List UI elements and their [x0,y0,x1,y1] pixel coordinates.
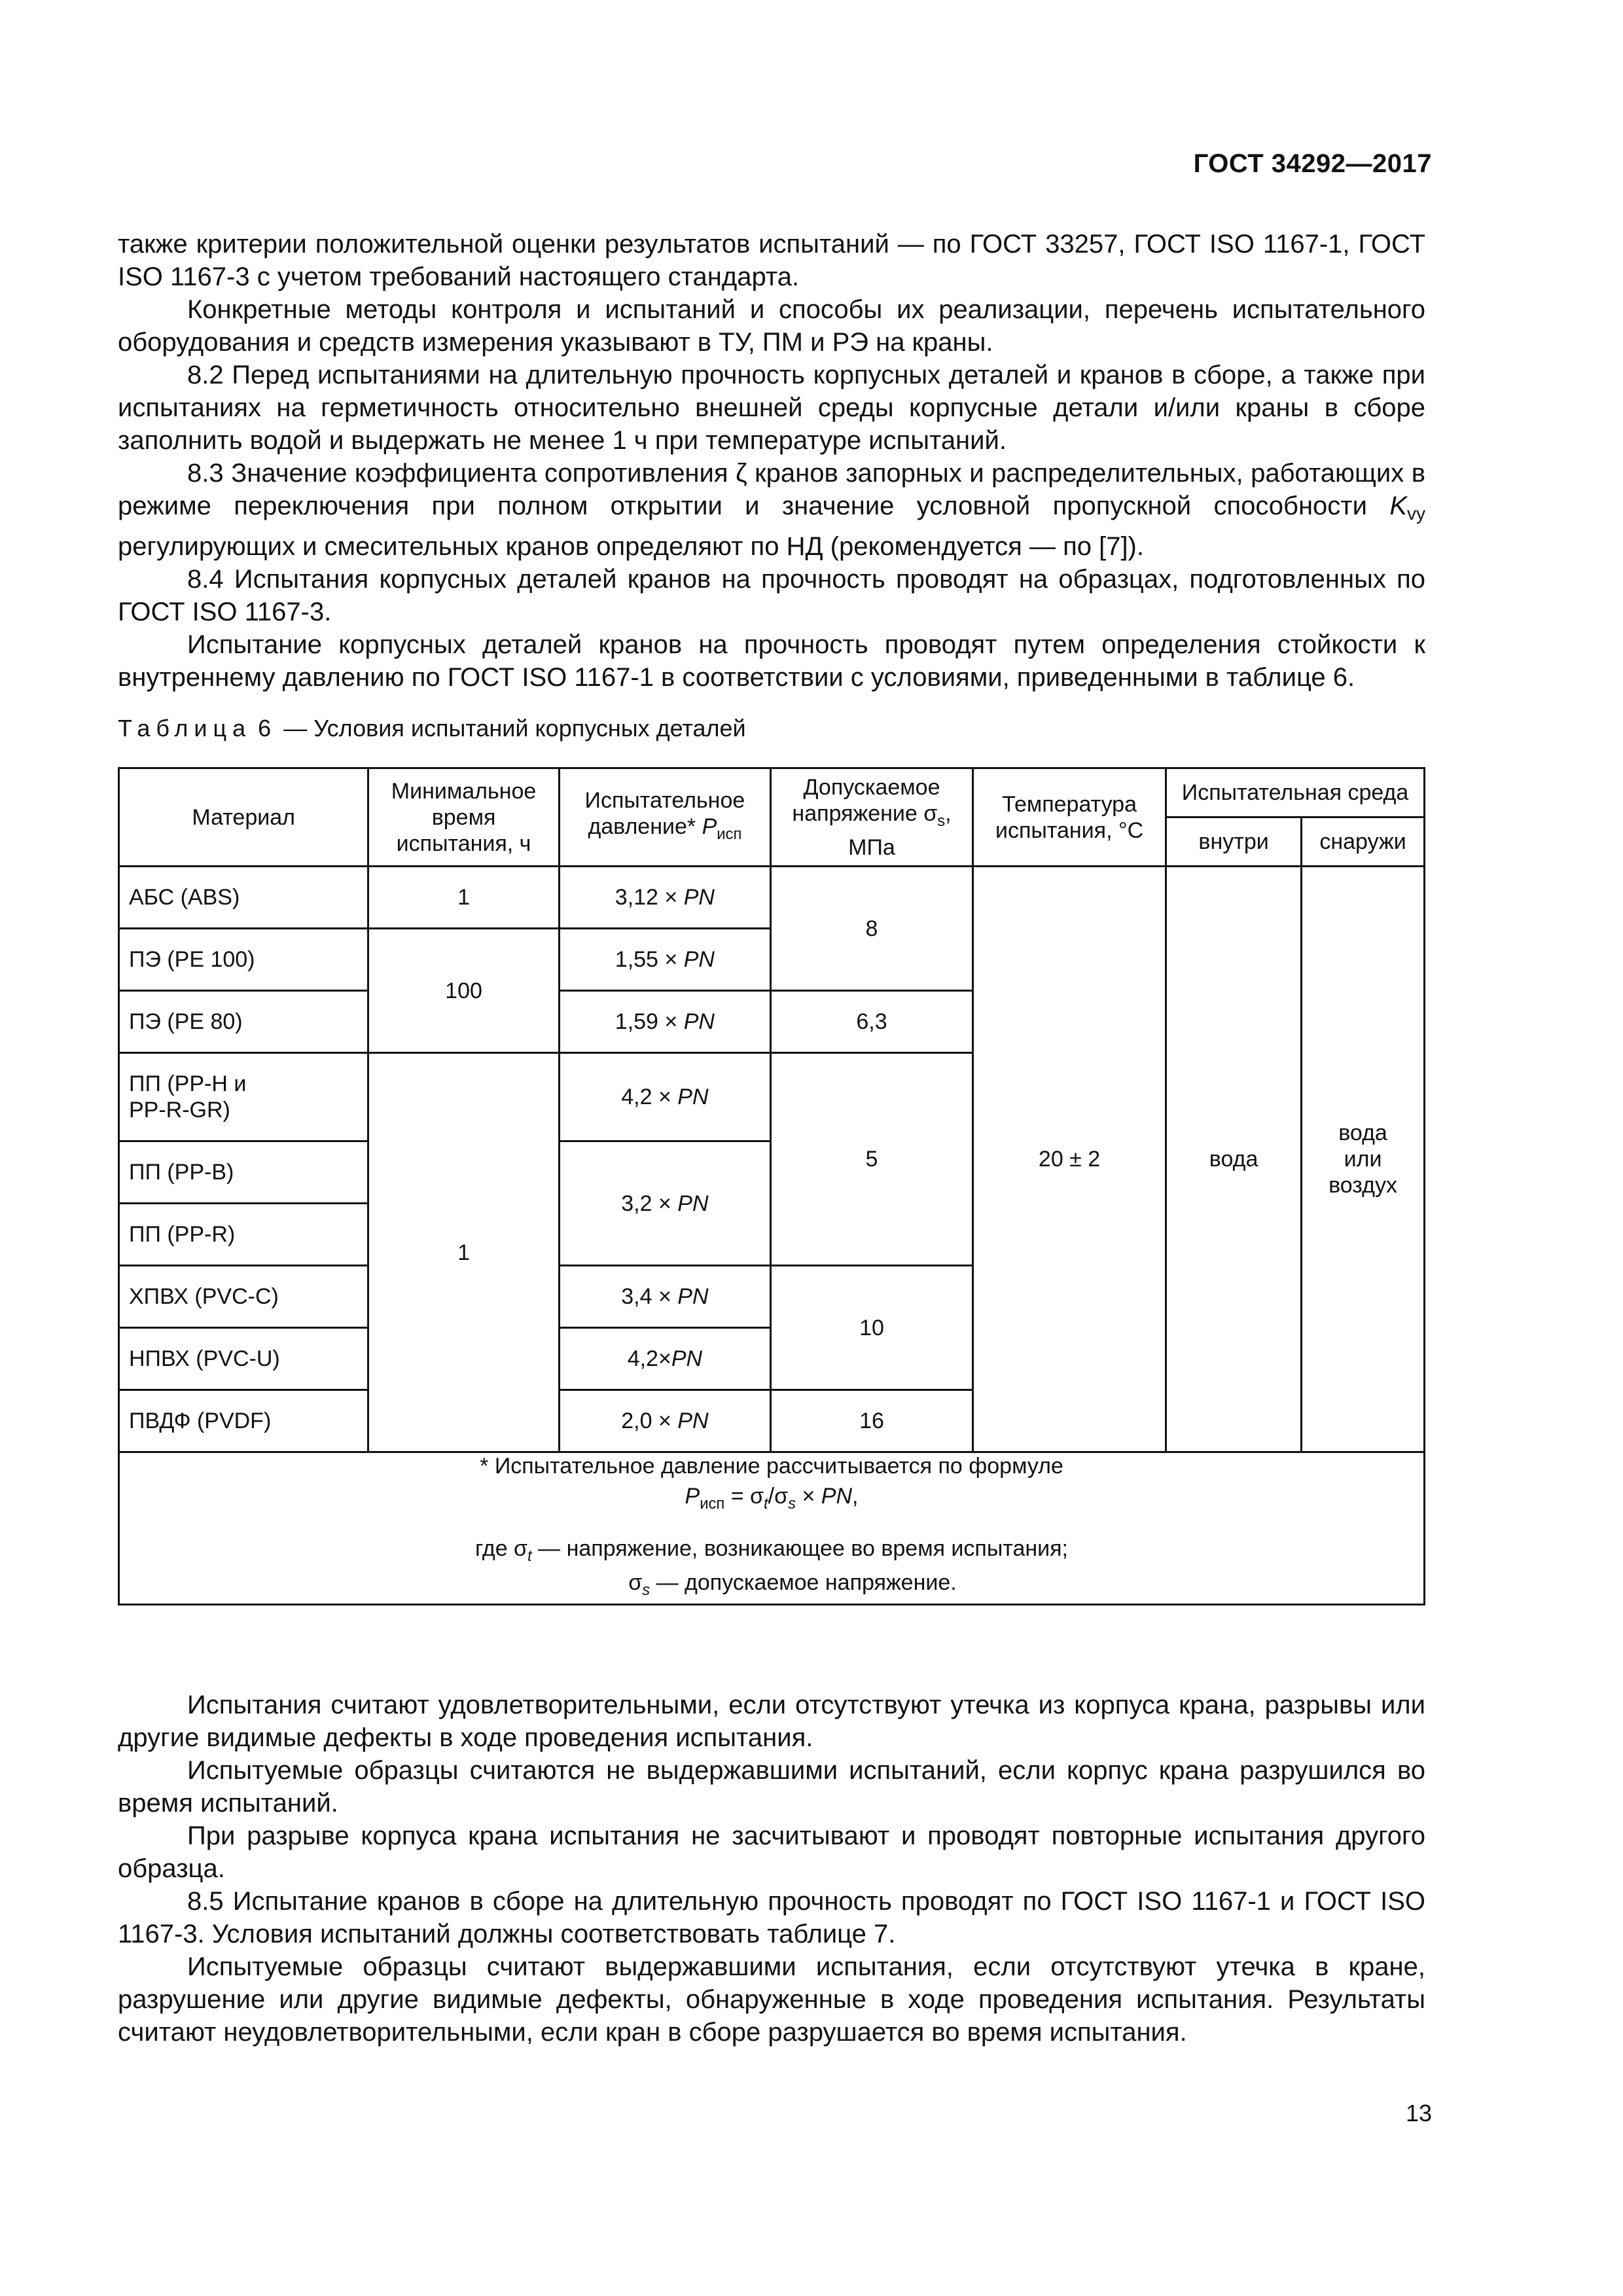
header-material: Материал [119,768,368,867]
cell-material: ХПВХ (PVC-C) [119,1266,368,1328]
page-number: 13 [1405,2100,1432,2126]
where-s-text: — допускаемое напряжение. [650,1570,957,1595]
paragraph: 8.2 Перед испытаниями на длительную прочность корпусных деталей и кранов в сборе, а также при испытаниях на герметичность относительно внешней среды корпусные детали и/или краны в сборе заполнить водой и выдержать не менее 1 ч при температуре испытаний. [118,361,1425,455]
paragraph: При разрыве корпуса крана испытания не засчитывают и проводят повторные испытания другого образца. [118,1821,1425,1883]
cell-stress: 5 [771,1053,973,1266]
pressure-subscript: исп [717,825,742,843]
cell-time: 100 [368,929,559,1053]
caption-word: Таблица [118,715,252,742]
standard-header: ГОСТ 34292—2017 [1193,149,1432,178]
cell-pressure [559,1053,770,1141]
kvy-subscript: vy [1407,503,1425,524]
where-t-text: — напряжение, возникающее во время испытания; [531,1536,1068,1561]
pn: PN [683,885,715,910]
pn: PN [671,1346,703,1371]
footnote-intro: * Испытательное давление рассчитывается по формуле [480,1454,1063,1479]
pressure-num: 1,59 × [615,1009,678,1034]
paragraph: Испытуемые образцы считаются не выдержавшими испытаний, если корпус крана разрушился во время испытаний. [118,1756,1425,1818]
cell-pressure [559,867,770,929]
table-footnote-row [119,1452,1425,1605]
pressure-num: 3,4 × [621,1284,671,1309]
header-pressure [559,768,770,867]
cell-material: ПП (PP-R) [119,1204,368,1266]
where-t-sub: t [527,1547,532,1565]
formula-end: , [852,1484,859,1509]
paragraph: Испытания считают удовлетворительными, если отсутствуют утечка из корпуса крана, разрывы или другие видимые дефекты в ходе проведения испытания. [118,1691,1425,1752]
pressure-num: 1,55 × [615,947,678,972]
cell-inside: вода [1166,867,1302,1452]
conditions-table [118,767,1425,1605]
paragraph: Испытание корпусных деталей кранов на прочность проводят путем определения стойкости к внутреннему давлению по ГОСТ ISO 1167-1 в соответствии с условиями, приведенными в таблице 6. [118,630,1425,692]
cell-material: ПЭ (PE 80) [119,991,368,1053]
formula-slash: /σ [768,1484,789,1509]
footnote-formula [129,1483,1414,1517]
paragraph-8-3 [118,457,1425,563]
where-s-sub: s [642,1581,651,1599]
body-text-top [118,228,1425,694]
cell-time: 1 [368,867,559,929]
body-text-bottom [118,1689,1425,2049]
cell-material: ПП (PP-B) [119,1141,368,1204]
cell-stress: 6,3 [771,991,973,1053]
stress-subscript: s [937,812,946,830]
cell-pressure [559,1141,770,1266]
header-stress-unit: , МПа [848,800,952,860]
paragraph: также критерии положительной оценки результатов испытаний — по ГОСТ 33257, ГОСТ ISO 1167-1, ГОСТ ISO 1167-3 с учетом требований настоящего стандарта. [118,230,1425,291]
cell-material: ПП (PP-H и PP-R-GR) [119,1053,368,1141]
formula-t-sub: t [764,1495,768,1513]
cell-pressure [559,929,770,991]
caption-number: 6 [258,715,277,742]
where-prefix: где σ [474,1536,528,1561]
header-stress-text: Допускаемое напряжение σ [792,774,940,826]
caption-text: — Условия испытаний корпусных деталей [283,715,746,742]
pressure-num: 3,12 × [615,885,678,910]
cell-pressure [559,1390,770,1452]
header-pressure-text: Испытательное давление* [584,787,745,839]
formula-s-sub: s [788,1495,796,1513]
header-medium: Испытательная среда [1166,768,1425,817]
table-row [119,867,1425,929]
cell-material: НПВХ (PVC-U) [119,1328,368,1390]
cell-stress: 8 [771,867,973,991]
paragraph: 8.5 Испытание кранов в сборе на длительную прочность проводят по ГОСТ ISO 1167-1 и ГОСТ ISO 1167-3. Условия испытаний должны соответствовать таблице 7. [118,1887,1425,1948]
table-footnote [119,1452,1425,1605]
header-stress [771,768,973,867]
paragraph-text: регулирующих и смесительных кранов определяют по НД (рекомендуется — по [7]). [118,532,1144,561]
header-min-time: Минимальное время испытания, ч [368,768,559,867]
cell-pressure [559,1266,770,1328]
header-temperature: Температура испытания, °С [972,768,1166,867]
paragraph: 8.4 Испытания корпусных деталей кранов на прочность проводят на образцах, подготовленных по ГОСТ ISO 1167-3. [118,565,1425,626]
formula-p: P [685,1484,700,1509]
paragraph: Испытуемые образцы считают выдержавшими испытания, если отсутствуют утечка в кране, разрушение или другие видимые дефекты, обнаруженные в ходе проведения испытания. Результаты считают неудовлетворительными, если кран в сборе разрушается во время испытания. [118,1952,1425,2047]
table-caption [118,715,746,742]
pn: PN [677,1191,709,1216]
pressure-num: 4,2 × [621,1085,671,1109]
pressure-num: 2,0 × [621,1408,671,1433]
paragraph: Конкретные методы контроля и испытаний и способы их реализации, перечень испытательного оборудования и средств измерения указывают в ТУ, ПМ и РЭ на краны. [118,295,1425,357]
kvy-symbol: K [1389,492,1407,520]
cell-outside: вода или воздух [1302,867,1425,1452]
pressure-num: 3,2 × [621,1191,671,1216]
cell-pressure [559,991,770,1053]
cell-pressure [559,1328,770,1390]
cell-material: ПВДФ (PVDF) [119,1390,368,1452]
cell-material: АБС (ABS) [119,867,368,929]
formula-p-sub: исп [700,1495,725,1513]
header-outside: снаружи [1302,817,1425,867]
cell-stress: 16 [771,1390,973,1452]
pn: PN [683,1009,715,1034]
formula-tail: × [796,1484,821,1509]
pn: PN [677,1085,709,1109]
cell-time: 1 [368,1053,559,1452]
formula-eq: = σ [724,1484,764,1509]
cell-material: ПЭ (PE 100) [119,929,368,991]
pn: PN [677,1284,709,1309]
paragraph-text: 8.3 Значение коэффициента сопротивления ζ кранов запорных и распределительных, работающих в режиме переключения при полном открытии и значение условной пропускной способности [118,459,1425,520]
footnote-where-s [129,1570,1414,1604]
header-inside: внутри [1166,817,1302,867]
pressure-num: 4,2× [627,1346,671,1371]
where-s: σ [628,1570,643,1595]
pn: PN [677,1408,709,1433]
footnote-where-t [129,1535,1414,1570]
cell-temperature: 20 ± 2 [972,867,1166,1452]
pn: PN [683,947,715,972]
formula-pn: PN [821,1484,852,1509]
cell-stress: 10 [771,1266,973,1390]
pressure-symbol: P [702,814,717,839]
